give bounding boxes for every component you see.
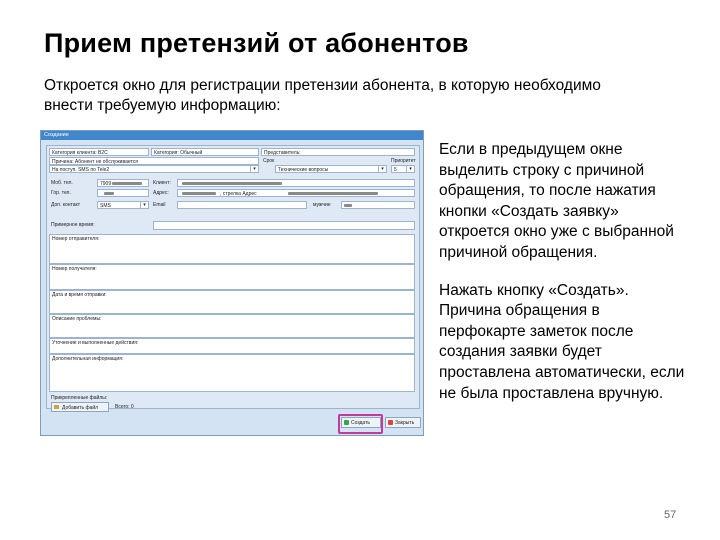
redacted-mask (182, 192, 216, 195)
deadline-label: Срок (263, 158, 275, 164)
mobile-phone-label: Моб. тел. (51, 180, 73, 186)
create-button-highlight (338, 414, 383, 434)
chevron-down-icon[interactable]: ▾ (250, 166, 258, 172)
claim-form (46, 145, 420, 409)
representative-field[interactable]: Представитель: (261, 148, 415, 156)
tech-field[interactable]: Технические вопросы ▾ (275, 165, 387, 173)
form-row-category (49, 148, 415, 157)
form-row-approx (49, 221, 415, 233)
form-row-mobile (49, 179, 415, 188)
priority-label: Приоритет (391, 158, 416, 164)
redacted-mask (104, 192, 114, 195)
muzhik-field[interactable] (341, 201, 415, 209)
send-date-section[interactable]: Дата и время отправки: (49, 290, 415, 314)
problem-description-section[interactable]: Описание проблемы: (49, 314, 415, 338)
receiver-number-section[interactable]: Номер получателя: (49, 264, 415, 290)
claim-registration-dialog (40, 130, 424, 436)
dialog-title-bar[interactable] (41, 131, 423, 140)
close-icon (388, 420, 393, 425)
client-label: Клиент: (153, 180, 171, 186)
form-row-region (49, 165, 415, 174)
region-field[interactable]: На поступ. SMS по Tele2 ▾ (49, 165, 259, 173)
add-file-button[interactable]: Добавить файл (51, 402, 109, 412)
redacted-mask (182, 182, 282, 185)
address-label: Адрес: (153, 190, 169, 196)
extra-contact-field[interactable]: SMS ▾ (97, 201, 149, 209)
mobile-phone-field[interactable]: 7909 (97, 179, 149, 187)
approx-time-label: Примерное время: (51, 222, 95, 228)
address-field[interactable]: , стрелка Адрес (177, 189, 415, 197)
form-row-extra (49, 201, 415, 215)
client-field[interactable] (177, 179, 415, 187)
attached-files-label: Прикрепленные файлы: (51, 395, 108, 401)
redacted-mask (288, 192, 378, 195)
muzhik-label: мужчин (313, 202, 331, 208)
redacted-mask (344, 204, 352, 207)
page-title: Прием претензий от абонентов (44, 28, 469, 58)
category-field[interactable]: Категория клиента: B2C (49, 148, 149, 156)
side-paragraph-1: Если в предыдущем окне выделить строку с причиной обращения, то после нажатия кнопки «Создать заявку» откроется окно уже с выбранной причиной обращения. (439, 141, 674, 261)
dialog-title: Создание (44, 132, 69, 138)
redacted-mask (112, 182, 142, 185)
sender-number-section[interactable]: Номер отправителя: (49, 234, 415, 264)
close-button[interactable]: Закрыть (385, 417, 421, 428)
additional-info-section[interactable]: Дополнительная информация: (49, 354, 415, 392)
chevron-down-icon[interactable]: ▾ (140, 202, 148, 208)
chevron-down-icon[interactable]: ▾ (378, 166, 386, 172)
category2-field[interactable]: Категория: Обычный (151, 148, 259, 156)
actions-section[interactable]: Уточнение и выполненные действия: (49, 338, 415, 354)
extra-contact-label: Доп. контакт (51, 202, 81, 208)
form-row-city (49, 189, 415, 198)
reason-field[interactable]: Причина: Абонент не обслуживается (49, 157, 259, 165)
create-button[interactable]: Создать (341, 417, 381, 428)
side-description (439, 140, 689, 421)
folder-icon (54, 405, 59, 409)
city-phone-field[interactable] (97, 189, 149, 197)
priority-field[interactable]: 5 ▾ (391, 165, 415, 173)
email-label: Email (153, 202, 166, 208)
email-field[interactable] (177, 201, 307, 209)
city-phone-label: Гор. тел. (51, 190, 71, 196)
side-paragraph-2: Нажать кнопку «Создать». Причина обращения в перфокарте заметок после создания заявки будет проставлена автоматически, если не была проставлена вручную. (439, 281, 685, 402)
page-number: 57 (664, 509, 677, 521)
chevron-down-icon[interactable]: ▾ (406, 166, 414, 172)
intro-text: Откроется окно для регистрации претензии абонента, в которую необходимо внести требуемую информацию: (44, 77, 601, 114)
approx-time-field[interactable] (153, 221, 415, 230)
attached-count: Всего: 0 (115, 404, 134, 410)
